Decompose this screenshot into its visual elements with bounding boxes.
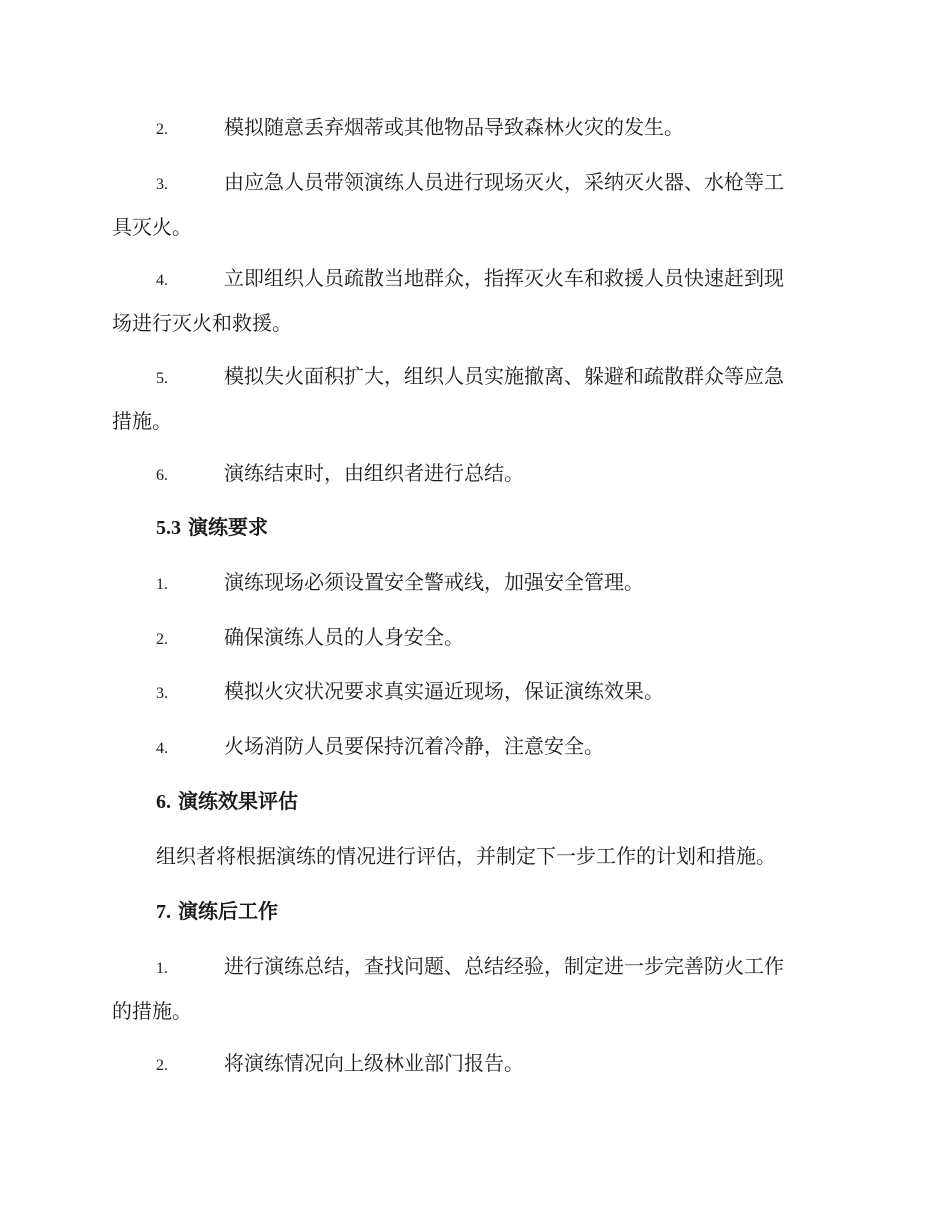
list-text: 立即组织人员疏散当地群众，指挥灭火车和救援人员快速赶到现 — [224, 266, 784, 290]
list-number: 4. — [156, 272, 168, 289]
list-number: 6. — [156, 467, 168, 484]
list-number: 2. — [156, 121, 168, 138]
list-number: 4. — [156, 740, 168, 757]
list-item — [112, 670, 834, 715]
section-heading — [112, 780, 878, 823]
section-title: 演练后工作 — [177, 899, 278, 923]
list-item — [112, 1042, 834, 1087]
list-item — [112, 616, 834, 661]
section-title: 演练要求 — [187, 515, 268, 539]
paragraph: 组织者将根据演练的情况进行评估，并制定下一步工作的计划和措施。 — [156, 844, 776, 868]
list-item — [112, 452, 834, 497]
section-heading — [112, 890, 878, 933]
list-item — [112, 355, 834, 442]
list-text: 火场消防人员要保持沉着冷静，注意安全。 — [224, 734, 604, 758]
list-text: 演练现场必须设置安全警戒线，加强安全管理。 — [224, 570, 644, 594]
list-item — [112, 106, 834, 151]
list-text: 将演练情况向上级林业部门报告。 — [224, 1051, 524, 1075]
list-number: 5. — [156, 370, 168, 387]
list-item — [112, 561, 834, 606]
section-number: 6. — [156, 791, 171, 813]
section-number: 7. — [156, 901, 171, 923]
list-text: 由应急人员带领演练人员进行现场灭火，采纳灭火器、水枪等工 — [224, 170, 784, 194]
list-item — [112, 161, 834, 248]
section-title: 演练效果评估 — [177, 789, 298, 813]
list-item — [112, 725, 834, 770]
list-number: 3. — [156, 176, 168, 193]
list-text: 确保演练人员的人身安全。 — [224, 625, 464, 649]
list-text: 进行演练总结，查找问题、总结经验，制定进一步完善防火工作 — [224, 954, 784, 978]
list-text: 模拟随意丢弃烟蒂或其他物品导致森林火灾的发生。 — [224, 115, 684, 139]
list-number: 2. — [156, 1057, 168, 1074]
list-text-continued: 的措施。 — [112, 999, 192, 1023]
list-number: 2. — [156, 631, 168, 648]
section-number: 5.3 — [156, 517, 181, 539]
list-number: 1. — [156, 576, 168, 593]
section-heading — [112, 506, 878, 549]
list-text-continued: 措施。 — [112, 409, 172, 433]
list-item — [112, 257, 834, 344]
list-number: 1. — [156, 960, 168, 977]
list-item — [112, 945, 834, 1032]
list-text-continued: 具灭火。 — [112, 215, 192, 239]
list-number: 3. — [156, 685, 168, 702]
list-text: 模拟火灾状况要求真实逼近现场，保证演练效果。 — [224, 679, 664, 703]
list-text: 演练结束时，由组织者进行总结。 — [224, 461, 524, 485]
list-text-continued: 场进行灭火和救援。 — [112, 311, 292, 335]
list-text: 模拟失火面积扩大，组织人员实施撤离、躲避和疏散群众等应急 — [224, 364, 784, 388]
